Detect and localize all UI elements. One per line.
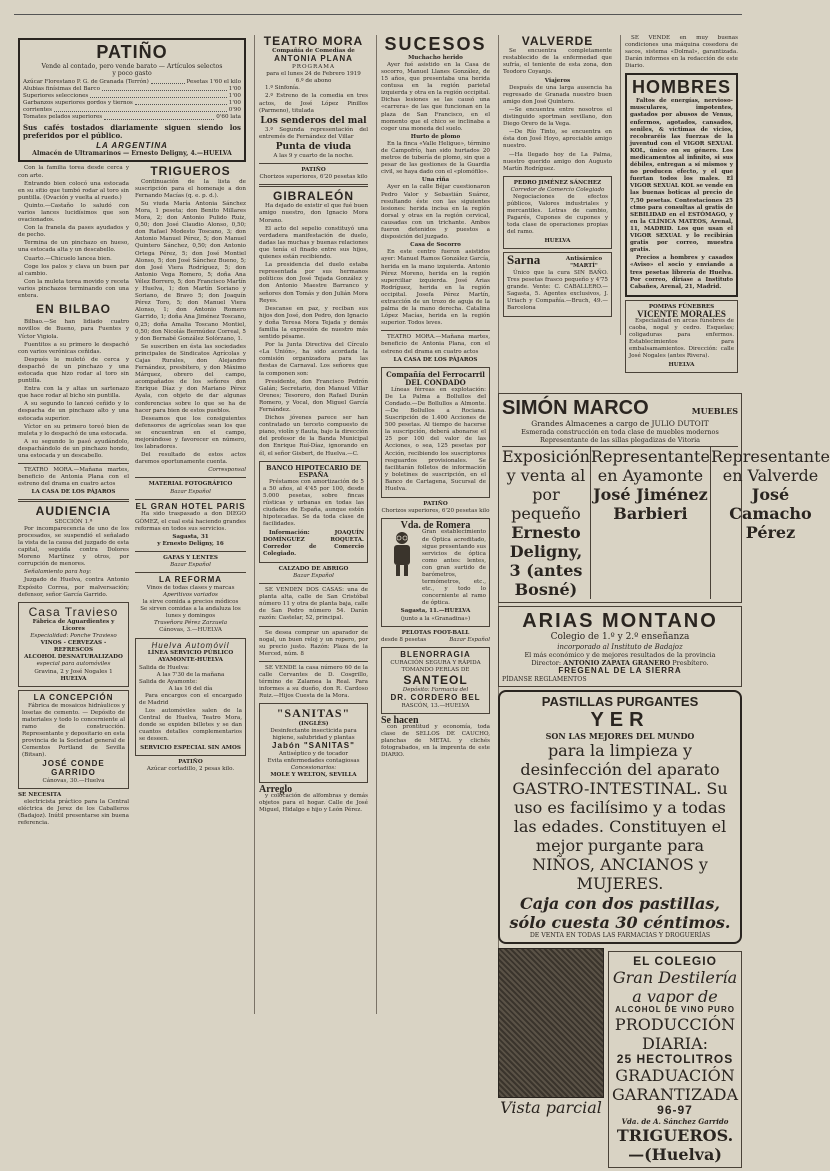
- arreglo-text: y colocación de alfombras y demás objetos para el hogar. Calle de José Miguel, Hidalgo e hijo y León Pérez.: [259, 793, 368, 814]
- distillery-photo: [498, 948, 604, 1098]
- pedro-text: Negociaciones de efectos públicos, Valores industriales y mercantiles. Letras de cambio, Pagarés, Cupones de cupones y toda clase de operaciones propias del ramo.: [507, 193, 608, 236]
- casa-pajaros-2: LA CASA DE LOS PÁJAROS: [393, 356, 478, 363]
- optician-illustration: [385, 529, 419, 577]
- bilbao-text: Fuentitos a su primero le despachó con varios verónicas ceñidas.: [18, 341, 129, 355]
- automovil-line: A las 7'30 de la mañana: [156, 671, 225, 678]
- sarna-ad: [503, 252, 612, 318]
- wide-ads: [498, 393, 830, 1171]
- pastillas-ad: [498, 690, 742, 944]
- patino-ad: [18, 38, 246, 162]
- suceso-text: En la finca «Valle Heligue», término de Campofrío, han sido hurtados 20 metros de tubería de plomo, sin que a pesar de las gestiones de la Guardia civil, se haya dado con el «plomófilo».: [381, 140, 490, 176]
- gibraleon-text: Ha dejado de existir el que fué buen amigo nuestro, don Ignacio Mora Morano.: [259, 203, 368, 224]
- automovil-line: Para encargos con el encargado de Madrid: [139, 692, 242, 707]
- arias-pide: PÍDANSE REGLAMENTOS: [502, 675, 587, 683]
- calzado-title: CALZADO DE ABRIGO: [278, 565, 349, 572]
- bilbao-heading: EN BILBAO: [36, 302, 111, 317]
- bilbao-text: A su segundo lo pasó ayudándolo, despachándolo de un pinchazo hondo, una estocada y un descabello.: [18, 438, 129, 459]
- simon-cell: Exposición y venta al por pequeño Ernesto Deligny, 3 (antes Bosné): [502, 447, 590, 599]
- travieso-vinos: VINOS - CERVEZAS - REFRESCOS: [40, 640, 107, 654]
- travieso-address: Gravina, 2 y José Nogales 1: [34, 668, 113, 675]
- blenorragia-sub: CURACIÓN SEGURA Y RÁPIDA TOMANDO PERLAS DE: [390, 659, 481, 673]
- bullfight-text: Con la familia torea desde cerca y con arte.: [18, 165, 129, 179]
- trigueros-text: Se suscriben en ésta las sociedades principales de Sindicatos Agrícolas y Cajas Rurales, don Alejandro Fernández, presbítero, y don Máximo Márquez, obrero del campo, acompañados de los señores don Enrique Díaz y don Mariano Pérez Ayala, con objeto de dar algunas conferencias sobre lo que se ha de hacer para bien de estos pueblos.: [135, 343, 246, 414]
- arias-line: El más económico y de mejores resultados de la provincia: [524, 651, 716, 659]
- pedro-title: PEDRO JIMÉNEZ SÁNCHEZ: [513, 179, 602, 186]
- teatro-date: para el lunes 24 de Febrero 1919: [266, 71, 361, 78]
- necesita-text: electricista práctico para la Central eléctrica de Jerez de los Caballeros (Badajoz). Inútil presentarse sin buena referencia.: [18, 799, 129, 827]
- colegio-town: TRIGUEROS.—(Huelva): [616, 1126, 734, 1165]
- teatro-programa: PROGRAMA: [291, 64, 336, 71]
- automovil-ad: [135, 638, 246, 756]
- automovil-sub: LÍNEA SERVICIO PÚBLICO AYAMONTE-HUELVA: [147, 650, 234, 664]
- concepcion-text: Fábrica de mosaicos hidráulicos y losetas de cemento. — Depósito de materiales y todo lo concerniente al ramo de construcción. Representante y depositario en esta provincia de la Sociedad general de Cementos Portland de Sevilla (Bitsan).: [22, 702, 125, 759]
- travieso-title: Casa Travieso: [28, 604, 119, 619]
- ferrocarril-text: Líneas férreas en explotación: De La Palma a Bollullos del Condado.—De Bollullos a Almonte.—De Bollullos a Rociana. Suscripción de 1.400 Acciones de 500 pesetas. Al tiempo de hacerse la suscripción, deberá abonarse el 25 por 100 del valor de las Acciones, o sea, 125 pesetas por Acción, recibiendo los suscriptores resguardos provisionales. Se facilitarán folletos de información y boletines de suscripción, en el Banco de Cartagena, Sucursal de Huelva.: [385, 386, 486, 493]
- romera-ad: [381, 518, 490, 626]
- sanitas-line: Desinfectante insecticida para higiene, salubridad y plantas: [270, 727, 357, 741]
- gibraleon-text: La presidencia del duelo estaba representada por sus hermanos políticos don José Tejada González y don Antonio Maestre Barranco y señores don Tomás y don Julián Mora Reyes.: [259, 262, 368, 304]
- gafas-sub: Bazar Español: [170, 562, 211, 569]
- trigueros-text: Su viuda María Antonia Sánchez Mora, 1 peseta; don Benito Millares Mora, 2; don Antonio Pulido Ruiz, 0,50; don José Claudio Alonso, 0,50; don Rafael Modesto Toscano, 3; don Antonio Manuel Pérez, 5; don Manuel Quintero Sánchez, 0,50; don Antonio Ortega Pérez, 5; don José Montiel Alonso, 5; don José Sánchez Bueno, 5; don José Viera Rodríguez, 5; don Antonio Vega Romero, 5; doña Ana Vélez Borrero, 5; don Francisco Martín y Huelva, 1; don Martín Soriano y Soriano, de Bravo 5; don Joaquín Pérez Toro, 5; don Manuel Viera Alonso, 1; don Antonio Romero Garrido, 1; doña Ana Jiménez Toscano, 0,25; doña Amalia Toscano Montiel, 0,50; don Nicolás Bermúdez Correal, 5 y don Bernabé González Solórzano, 1.: [135, 200, 246, 342]
- column-1a: [18, 165, 129, 828]
- pedro-sub: Corredor de Comercio Colegiado: [510, 186, 605, 193]
- concepcion-owner: JOSÉ CONDE GARRIDO: [42, 759, 105, 778]
- price-item: corrientes 0'90: [23, 107, 241, 114]
- sarna-title: Sarna: [507, 251, 541, 267]
- trigueros-text: Continuación de la lista de suscripción para el homenaje a don Fernando Macías (q. e. p. d.).: [135, 178, 246, 199]
- sanitas-line: Antiséptico y de tocador: [278, 750, 349, 757]
- hombres-text: Faltos de energías, nervioso-musculares, impotentes, gastados por abusos de Venus, enfermos, agotados, cansados, seniles, & víctimas de vicios, recobraréis las fuerzas de la juventud con el VIGOR SEXUAL KOL, único en su género. Los medicamentos al infinito, si sus débiles, entregan a sí mismos y no producen efecto, y el que fuertan todos los males. El VIGOR SEXUAL KOL se vende en las buenas boticas al precio de 7,50 pesetas. Contestaciones 25 ctmo para consultas al gratis de SEBILIDAD en el ESTÓMAGO, y en la CLÍNICA MATEOS, Arenal, 11, MADRID. Los que usan el VIGOR SEXUAL y lo recibirán gratis por correo, muestra gratis.: [630, 98, 733, 254]
- casas-notice: SE VENDEN DOS CASAS: una de planta alta, calle de San Cristóbal número 11 y otra de planta baja, calle de San Pedro número 54. Darán razón: Castelar, 52, principal.: [259, 587, 368, 622]
- colegio-alcohol: ALCOHOL DE VINO PURO: [615, 1005, 735, 1015]
- simon-cell: Representante en Ayamonte José Jiménez Barbieri: [590, 447, 710, 599]
- casa-vende-notice: SE VENDE la casa número 60 de la calle Cervantes de D. Cosgrillo, término de Zalamea la Real. Para informes a su dueño, don R. Cardoso Ruiz.—Hijos Cuesta de la Mora.: [259, 664, 368, 700]
- sellos-title: Se hacen: [381, 714, 419, 726]
- santeol-brand: SANTEOL: [403, 672, 468, 687]
- banco-info: Información: JOAQUÍN DOMÍNGUEZ ROQUETA. Corredor de Comercio Colegiado.: [263, 529, 364, 557]
- patino-text-3: Chorizos superiores, 6'20 pesetas kilo: [381, 508, 490, 515]
- patino-tagline: Sus cafés tostados diariamente siguen siendo los preferidos por el público.: [23, 122, 241, 140]
- blenorragia-dep: Depósito: Farmacia del: [402, 687, 469, 693]
- teatro-actress: ANTONIA PLANA: [274, 54, 353, 64]
- column-1b: [135, 165, 246, 828]
- teatro-time: A las 9 y cuarto de la noche.: [273, 152, 354, 159]
- patino-line-2: y poco gasto: [112, 69, 152, 77]
- price-item: Superiores selecciones 1'00: [23, 93, 241, 100]
- teatro-turno: 6.º de abono: [295, 78, 332, 85]
- blenorragia-ad: [381, 647, 490, 714]
- teatro-title: TEATRO MORA: [263, 34, 364, 48]
- audiencia-section: SECCIÓN 1.ª: [54, 518, 93, 525]
- patino-small-title: PATIÑO: [178, 758, 203, 765]
- bullfight-text: Entrando bien colocó una estocada en su sitio que tumbó rodar al toro sin puntilla. (Ovación y vuelta al ruedo.): [18, 180, 129, 201]
- travieso-city: HUELVA: [60, 675, 87, 682]
- pastillas-title: PASTILLAS PURGANTES: [541, 693, 699, 709]
- bilbao-text: Después le muletó de cerca y despachó de un pinchazo y una estocada que hizo rodar al toro sin puntilla.: [18, 356, 129, 385]
- valverde-text: Se encuentra completamente restablecido de la enfermedad que sufría, el teniente de esta zona, don Teodoro Coyanjo.: [503, 48, 612, 76]
- sucesos-heading: SUCESOS: [384, 34, 487, 54]
- pompas-name: VICENTE MORALES: [637, 308, 726, 319]
- patino-title-2: PATIÑO: [301, 167, 326, 174]
- bilbao-text: Entra con la y altas un sartenazo que hace rodar al bicho sin puntilla.: [18, 386, 129, 400]
- arias-sub: Colegio de 1.º y 2.º enseñanza: [550, 632, 690, 642]
- price-item: Alubias finísimas del Barco 1'00: [23, 86, 241, 93]
- patino-small-text: Azúcar cortadillo, 2 pesas kilo.: [146, 765, 235, 772]
- teatro-item: 3.º Segunda representación del entremés de Fernández del Villar: [259, 126, 368, 140]
- concepcion-ad: [18, 690, 129, 789]
- suceso-text: En este centro fueron asistidos ayer: Manuel Ramos González García, herida en la mano izquierda. Antonio Pérez Moreno, herida en la región superciliar izquierda. José Arias Rodríguez, herida en la región occipital. Josefa Pérez Martín, extracción de un trozo de aguja de la palma de la mano derecha. Catalina López Macías, herida en la región superior. Todos leves.: [381, 249, 490, 327]
- comprar-notice: Se desea comprar un aparador de nogal, un buen reloj y un ropero, por su precio justo. Razón: Plaza de la Merced, núm. 8: [259, 629, 368, 657]
- travieso-sub: Fábrica de Aguardientes y Licores: [32, 618, 115, 632]
- colegio-owner: Vda. de A. Sánchez Garrido: [621, 1117, 729, 1127]
- suceso-text: Ayer fué asistido en la Casa de socorro, Manuel Llanes González, de 15 años, que presentaba una herida contusa en la región parietal izquierda y otra en la región occipital. Dichas lesiones se las causó una «carrera» de las que funcionan en la plaza de San Francisco, en el momento que el chico se inclinaba a coger una moneda del suelo.: [381, 61, 490, 132]
- material-sub: Bazar Español: [170, 488, 211, 495]
- sarna-text: Único que la cura SIN BAÑO. Tres pesetas frasco pequeño y 4'75 grande. Vente: C. CABALLERO.—Sagasta, 5. Agentes exclusivos, J. Uriach y Compañía.—Bruch, 49.—Barcelona: [507, 269, 608, 312]
- pastillas-brand: YER: [590, 709, 650, 732]
- gibraleon-heading: GIBRALEÓN: [273, 189, 354, 204]
- trigueros-text: Del resultado de estos actos daremos oportunamente cuenta.: [135, 452, 246, 466]
- blenorragia-address: RASCÓN, 13.—HUELVA: [401, 702, 470, 709]
- newspaper-page: [14, 14, 830, 1165]
- colegio-grad: 96-97: [657, 1103, 693, 1118]
- valverde-text: Después de una larga ausencia ha regresado de Granada nuestro buen amigo don José Quintero.: [503, 84, 612, 105]
- teatro-item: 2.º Estreno de la comedia en tres actos, de José López Pinillos (Parmeno), titulada: [259, 93, 368, 114]
- suceso-heading: Muchacho herido: [408, 54, 463, 61]
- bilbao-text: A su segundo lo lanceó ceñido y lo despacha de un pinchazo alto y una estocada superior.: [18, 401, 129, 422]
- travieso-alcohol: ALCOHOL DESNATURALIZADO: [24, 654, 123, 661]
- column-2: [254, 35, 372, 1014]
- romera-text: Gran establecimiento de Óptica acreditado, sigue presentando sus servicios de óptica como antes: lentes, con gran surtido de barómetros, termómetros, etc., etc., y todo lo concerniente al ramo de óptica.: [422, 529, 486, 607]
- corresponsal: Corresponsal: [208, 467, 246, 474]
- automovil-line: Salida de Huelva:: [139, 664, 190, 671]
- travieso-alcohol-sub: especial para automóviles: [36, 661, 111, 668]
- bullfight-text: Cuarto.—Chicuelo lancea bien.: [24, 255, 112, 262]
- concepcion-title: LA CONCEPCIÓN: [33, 692, 114, 702]
- valverde-text: —Ha llegado hoy de La Palma, nuestro querido amigo don Augusto Martín Rodríguez.: [503, 151, 612, 172]
- reforma-line: la sirve comida a precios módicos: [142, 599, 239, 606]
- sanitas-line: Jabón "SANITAS": [272, 740, 355, 750]
- simon-line-2: Esmerada construcción en toda clase de muebles modernos: [521, 428, 719, 436]
- hombres-title: HOMBRES: [631, 77, 731, 98]
- arias-inc: incorporado al Instituto de Badajoz: [557, 643, 683, 651]
- reforma-line: Cánovas, 3.—HUELVA: [159, 627, 222, 634]
- reforma-line: Se sirven comidas a la andaluza los lunes y domingos: [140, 606, 241, 620]
- colegio-row: [498, 948, 742, 1171]
- trigueros-heading: TRIGUEROS: [150, 164, 231, 179]
- gibraleon-text: Dichos jóvenes parece ser han contratado un terceto compuesto de piano, violín y flauta, bajo la dirección del profesor de la Banda Municipal don Enrique Ruí-Díaz, ignorando en él, el señor Gisbert, de Huelva.—C.: [259, 415, 368, 457]
- pompas-ad: [625, 300, 738, 373]
- ferrocarril-ad: [381, 367, 490, 498]
- pelotas-title: PELOTAS FOOT-BALL: [401, 629, 470, 636]
- gibraleon-text: Por la Junta Directiva del Círculo «La Unión», ha sido acordada la comisión organizadora para las fiestas de Carnaval. Los señores que la componen son:: [259, 342, 368, 377]
- hombres-price: Precios a hombres y casados «Aviso» el socio y enviando a tres pesetas librería de Huelva. Por correo, diríase a Instituto Cabañes, Arenal, 21, Madrid.: [630, 255, 733, 290]
- audiencia-text: Señalamiento para hoy:: [24, 569, 92, 576]
- automovil-line: A las 16 del día: [168, 685, 213, 692]
- gran-hotel-address-2: y Ernesto Deligny, 16: [157, 540, 224, 547]
- vista-block: [498, 948, 604, 1171]
- arias-town: FREGENAL DE LA SIERRA: [558, 666, 682, 675]
- pompas-title: POMPAS FÚNEBRES: [648, 303, 715, 310]
- reforma-line: Aperitivos variados: [163, 592, 218, 598]
- patino-line-1: Vende al contado, pero vende barato — Artículos selectos: [41, 62, 223, 70]
- sanitas-line: Concesionarios:: [290, 764, 337, 771]
- teatro-item: 1.º Sinfonía.: [265, 85, 300, 92]
- gafas-title: GAFAS Y LENTES: [163, 554, 218, 561]
- simon-sub: Grandes Almacenes a cargo de JULIO DUTOIT: [531, 419, 709, 428]
- colegio-ad: [608, 951, 742, 1168]
- simon-line-3: Representante de las sillas plegadizas de Vitoria: [539, 436, 701, 444]
- simon-head: [502, 397, 738, 419]
- pedro-city: HUELVA: [544, 237, 571, 244]
- patino-title: PATIÑO: [96, 42, 168, 62]
- column-5: [620, 35, 742, 368]
- simon-tag: MUEBLES: [691, 406, 738, 416]
- gran-hotel-title: EL GRAN HOTEL PARIS: [135, 501, 246, 511]
- suceso-heading: Hurto de plomo: [410, 133, 461, 140]
- simon-title: SIMÓN MARCO: [502, 397, 649, 419]
- necesita-title: SE NECESITA: [18, 791, 62, 798]
- teatro-play: Los senderos del mal: [260, 115, 367, 126]
- audiencia-heading: AUDIENCIA: [35, 504, 112, 519]
- price-item: Azúcar Florestano P. G. de Granada (Terrón) Pesetas 1'60 el kilo: [23, 78, 241, 85]
- valverde-heading: VALVERDE: [521, 34, 594, 48]
- bullfight-text: Termina de un pinchazo en hueso, una estocada alta y un descabello.: [18, 240, 129, 254]
- gran-hotel-text: Ha sido traspasado a don DIEGO GÓMEZ, el cual está haciendo grandes reformas en todos sus servicios.: [135, 511, 246, 532]
- patino-title-3: PATIÑO: [423, 501, 448, 508]
- trigueros-text: Deseamos que los consiguientes defensores de agrícolas sean los que se encuentran en el campo, mejorándose y favorecer en número, los labradores.: [135, 415, 246, 451]
- arias-ad: [498, 606, 742, 687]
- pedro-ad: [503, 176, 612, 249]
- sanitas-line: MOLE Y WELTON, SEVILLA: [270, 771, 357, 778]
- patino-shop: LA ARGENTINA: [96, 140, 168, 150]
- bullfight-text: Coge los palos y clava un buen par al cambio.: [18, 263, 129, 277]
- suceso-heading: Una riña: [421, 177, 450, 184]
- romera-address-2: (junto a la «Granadina»): [400, 615, 471, 622]
- price-item: Tomates pelados superiores 0'60 lata: [23, 114, 241, 121]
- travieso-spec: Especialidad: Ponche Travieso: [30, 633, 117, 640]
- suceso-text: Ayer en la calle Béjar cuestionaron Pedro Valor y Sebastián Suárez, resultando éste con las siguientes lesiones: herida incisa en la región dorsal y otras en la región cervical, causadas con un trichante. Ambos fueron detenidos y puestos a disposición del juzgado.: [381, 184, 490, 241]
- vende-top: SE VENDE en muy buenas condiciones una máquina cosedora de sacos, sistema «Dolmal», garantizada. Darán informes en la redacción de este Diario.: [625, 35, 738, 70]
- pompas-text: Especialidad en arcas fúnebres de caoba, nogal y cedro. Esquelas; coligaduras para enfermos. Establecimientos para embalsamamientos. Dirección: calle José Nogales (antes Rivera).: [629, 317, 734, 360]
- audiencia-text: Por incomparecencia de uno de los procesados, se suspendió el señalado la vista de la causa del juzgado de esta capital, seguida contra Dolores Moreno Martínez y otros, por corrupción de menores.: [18, 525, 129, 568]
- simon-cells: [502, 446, 830, 599]
- sarna-head: [507, 251, 608, 270]
- arreglo-title: Arreglo: [259, 784, 293, 796]
- gibraleon-text: Presidente, don Francisco Pedrón Galán; Secretario, don Manuel Villar Orenes; Tesorero, don Rafael Durán Romero, y Vocal, don Miguel García Fernández.: [259, 378, 368, 414]
- teatro-play-2: Punta de viuda: [275, 141, 352, 152]
- calzado-sub: Bazar Español: [293, 572, 334, 579]
- reforma-line: Vinos de todas clases y marcas: [146, 584, 235, 591]
- colegio-prod: 25 HECTOLITROS: [616, 1052, 734, 1067]
- reforma-title: LA REFORMA: [158, 575, 223, 585]
- colegio-prod-label: PRODUCCIÓN DIARIA:: [614, 1015, 736, 1054]
- column-1: [14, 35, 250, 1014]
- patino-text-2: Chorizos superiores, 6'20 pesetas kilo: [259, 174, 368, 181]
- price-item: Garbanzos superiores gordos y tiernos 1'00: [23, 100, 241, 107]
- suceso-heading: Casa de Socorro: [410, 242, 461, 249]
- concepcion-address: Cánovas, 30.—Huelva: [42, 777, 105, 784]
- gran-hotel-address: Sagasta, 31: [172, 533, 209, 540]
- reforma-line: Traseñora Pérez Zarzuela: [153, 620, 228, 627]
- pelotas-row: desde 8 pesetas Bazar Español: [381, 636, 490, 643]
- sanitas-title: "SANITAS": [276, 706, 351, 721]
- arias-title: ARIAS MONTANO: [522, 610, 718, 632]
- blenorragia-title: BLENORRAGIA: [400, 649, 471, 659]
- automovil-line: Los automóviles salen de la Central de Huelva, Teatro Mora, donde se expiden billetes y se dan cuantos detalles complementarios se deseen.: [139, 708, 242, 743]
- colegio-title: EL COLEGIO: [633, 954, 717, 969]
- simon-ad: [498, 393, 830, 603]
- bullfight-text: Quinto.—Castaño lo saludó con varios lances lucidísimos que son ovacionados.: [18, 202, 129, 224]
- valverde-text: —Se encuentra entre nosotros el distinguido sportman sevillano, don Diego Orero de la Vega.: [503, 106, 612, 128]
- valverde-subhead: Viajeros: [544, 77, 571, 84]
- bullfight-text: Con la muleta torea movido y receta varios pinchazos terminando con una entera.: [18, 278, 129, 300]
- romera-title: Vda. de Romera: [400, 520, 471, 532]
- colegio-sub: Gran Destilería a vapor de: [612, 968, 738, 1007]
- sanitas-sub: (INGLÉS): [298, 720, 329, 727]
- teatro-company: Compañía de Comedias de: [272, 48, 355, 55]
- vista-caption: Vista parcial: [500, 1098, 602, 1118]
- pastillas-foot: DE VENTA EN TODAS LAS FARMACIAS Y DROGUERÍAS: [529, 932, 711, 940]
- patino-price-list: [23, 79, 241, 122]
- valverde-text: —De Río Tinto, se encuentra en ésta don José Hoyo, apreciable amigo nuestro.: [503, 129, 612, 150]
- pastillas-price: Caja con dos pastillas, sólo cuesta 30 céntimos.: [509, 894, 731, 933]
- travieso-ad: [18, 602, 129, 687]
- sanitas-line: Evita enfermedades contagiosas: [267, 757, 360, 764]
- teatro-notice-2: TEATRO MORA.—Mañana martes, beneficio de Antonia Plana, con el estreno del drama en cuatro actos: [381, 334, 490, 355]
- automovil-line: Salida de Ayamonte:: [139, 678, 198, 685]
- material-title: MATERIAL FOTOGRÁFICO: [148, 481, 233, 488]
- simon-cell: Representante en Valverde José Camacho Pérez: [710, 447, 830, 599]
- bilbao-text: Víctor en su primero toreó bien de muleta y lo despachó de una estocada.: [18, 423, 129, 437]
- automovil-line: SERVICIO ESPECIAL SIN AMOS: [140, 744, 241, 751]
- sarna-brand: Antisárnico "MARTÍ": [565, 255, 603, 269]
- gibraleon-text: El acto del sepelio constituyó una verdadera manifestación de duelo, dadas las muchas y buenas relaciones que tenía el finado entre sus hijos, quienes están recibiendo.: [259, 225, 368, 261]
- hombres-ad: [625, 73, 738, 296]
- banco-text: Préstamos con amortización de 5 a 50 años, al 4'45 por 100, desde 5.000 pesetas, sobre fincas rústicas y urbanas en todas las ciudades de España, aunque estén hipotecadas. Se da toda clase de facilidades.: [263, 478, 364, 528]
- ferrocarril-title: Compañía del Ferrocarril DEL CONDADO: [386, 369, 485, 387]
- sellos-text: con prontitud y economía, toda clase de SELLOS DE CAUCHO, planchas de METAL y clichés fotograbados, en la imprenta de este DIARIO.: [381, 724, 490, 759]
- sanitas-ad: [259, 703, 368, 783]
- bullfight-text: Con la franela da pases ayudados y de pecho.: [18, 225, 129, 239]
- banco-ad: [259, 461, 368, 563]
- casa-pajaros: LA CASA DE LOS PÁJAROS: [31, 489, 116, 496]
- colegio-grad-label: GRADUACIÓN GARANTIZADA: [612, 1066, 738, 1105]
- teatro-notice: TEATRO MORA.—Mañana martes, beneficio de Antonia Plana con el estreno del drama en cuatro actos: [18, 467, 129, 488]
- gibraleon-text: Descanse en paz, y reciban sus hijos don José, don Pedro, don Ignacio y doña Teresa Mora Tejada y demás familia la expresión de nuestro más sentido pésame.: [259, 305, 368, 341]
- arias-director: Director: ANTONIO ZAPATA GRANERO Presbítero.: [531, 659, 709, 667]
- banco-title: BANCO HIPOTECARIO DE ESPAÑA: [266, 463, 361, 479]
- pastillas-sub: SON LAS MEJORES DEL MUNDO: [545, 731, 695, 742]
- column-3: [376, 35, 494, 1014]
- pastillas-text: para la limpieza y desinfección del aparato GASTRO-INTESTINAL. Su uso es facilísimo y a todas las edades. Constituyen el mejor purgante para NIÑOS, ANCIANOS y MUJERES.: [512, 741, 728, 894]
- blenorragia-dr: DR. CORDERO BEL: [390, 693, 481, 703]
- audiencia-text: Juzgado de Huelva, contra Antonio Expósito Correa, por malversación; defensor, señor García Garrido.: [18, 577, 129, 598]
- automovil-title: Huelva Automóvil: [151, 640, 230, 650]
- bilbao-text: Bilbao.—Se han lidiado cuatro novillos de Bueno, para Fuentes y Víctor Vigiola.: [18, 319, 129, 340]
- romera-address: Sagasta, 11.—HUELVA: [400, 608, 471, 615]
- pompas-city: HUELVA: [668, 361, 695, 368]
- patino-address: Almacén de Ultramarinos — Ernesto Deligny, 4.—HUELVA: [32, 150, 232, 158]
